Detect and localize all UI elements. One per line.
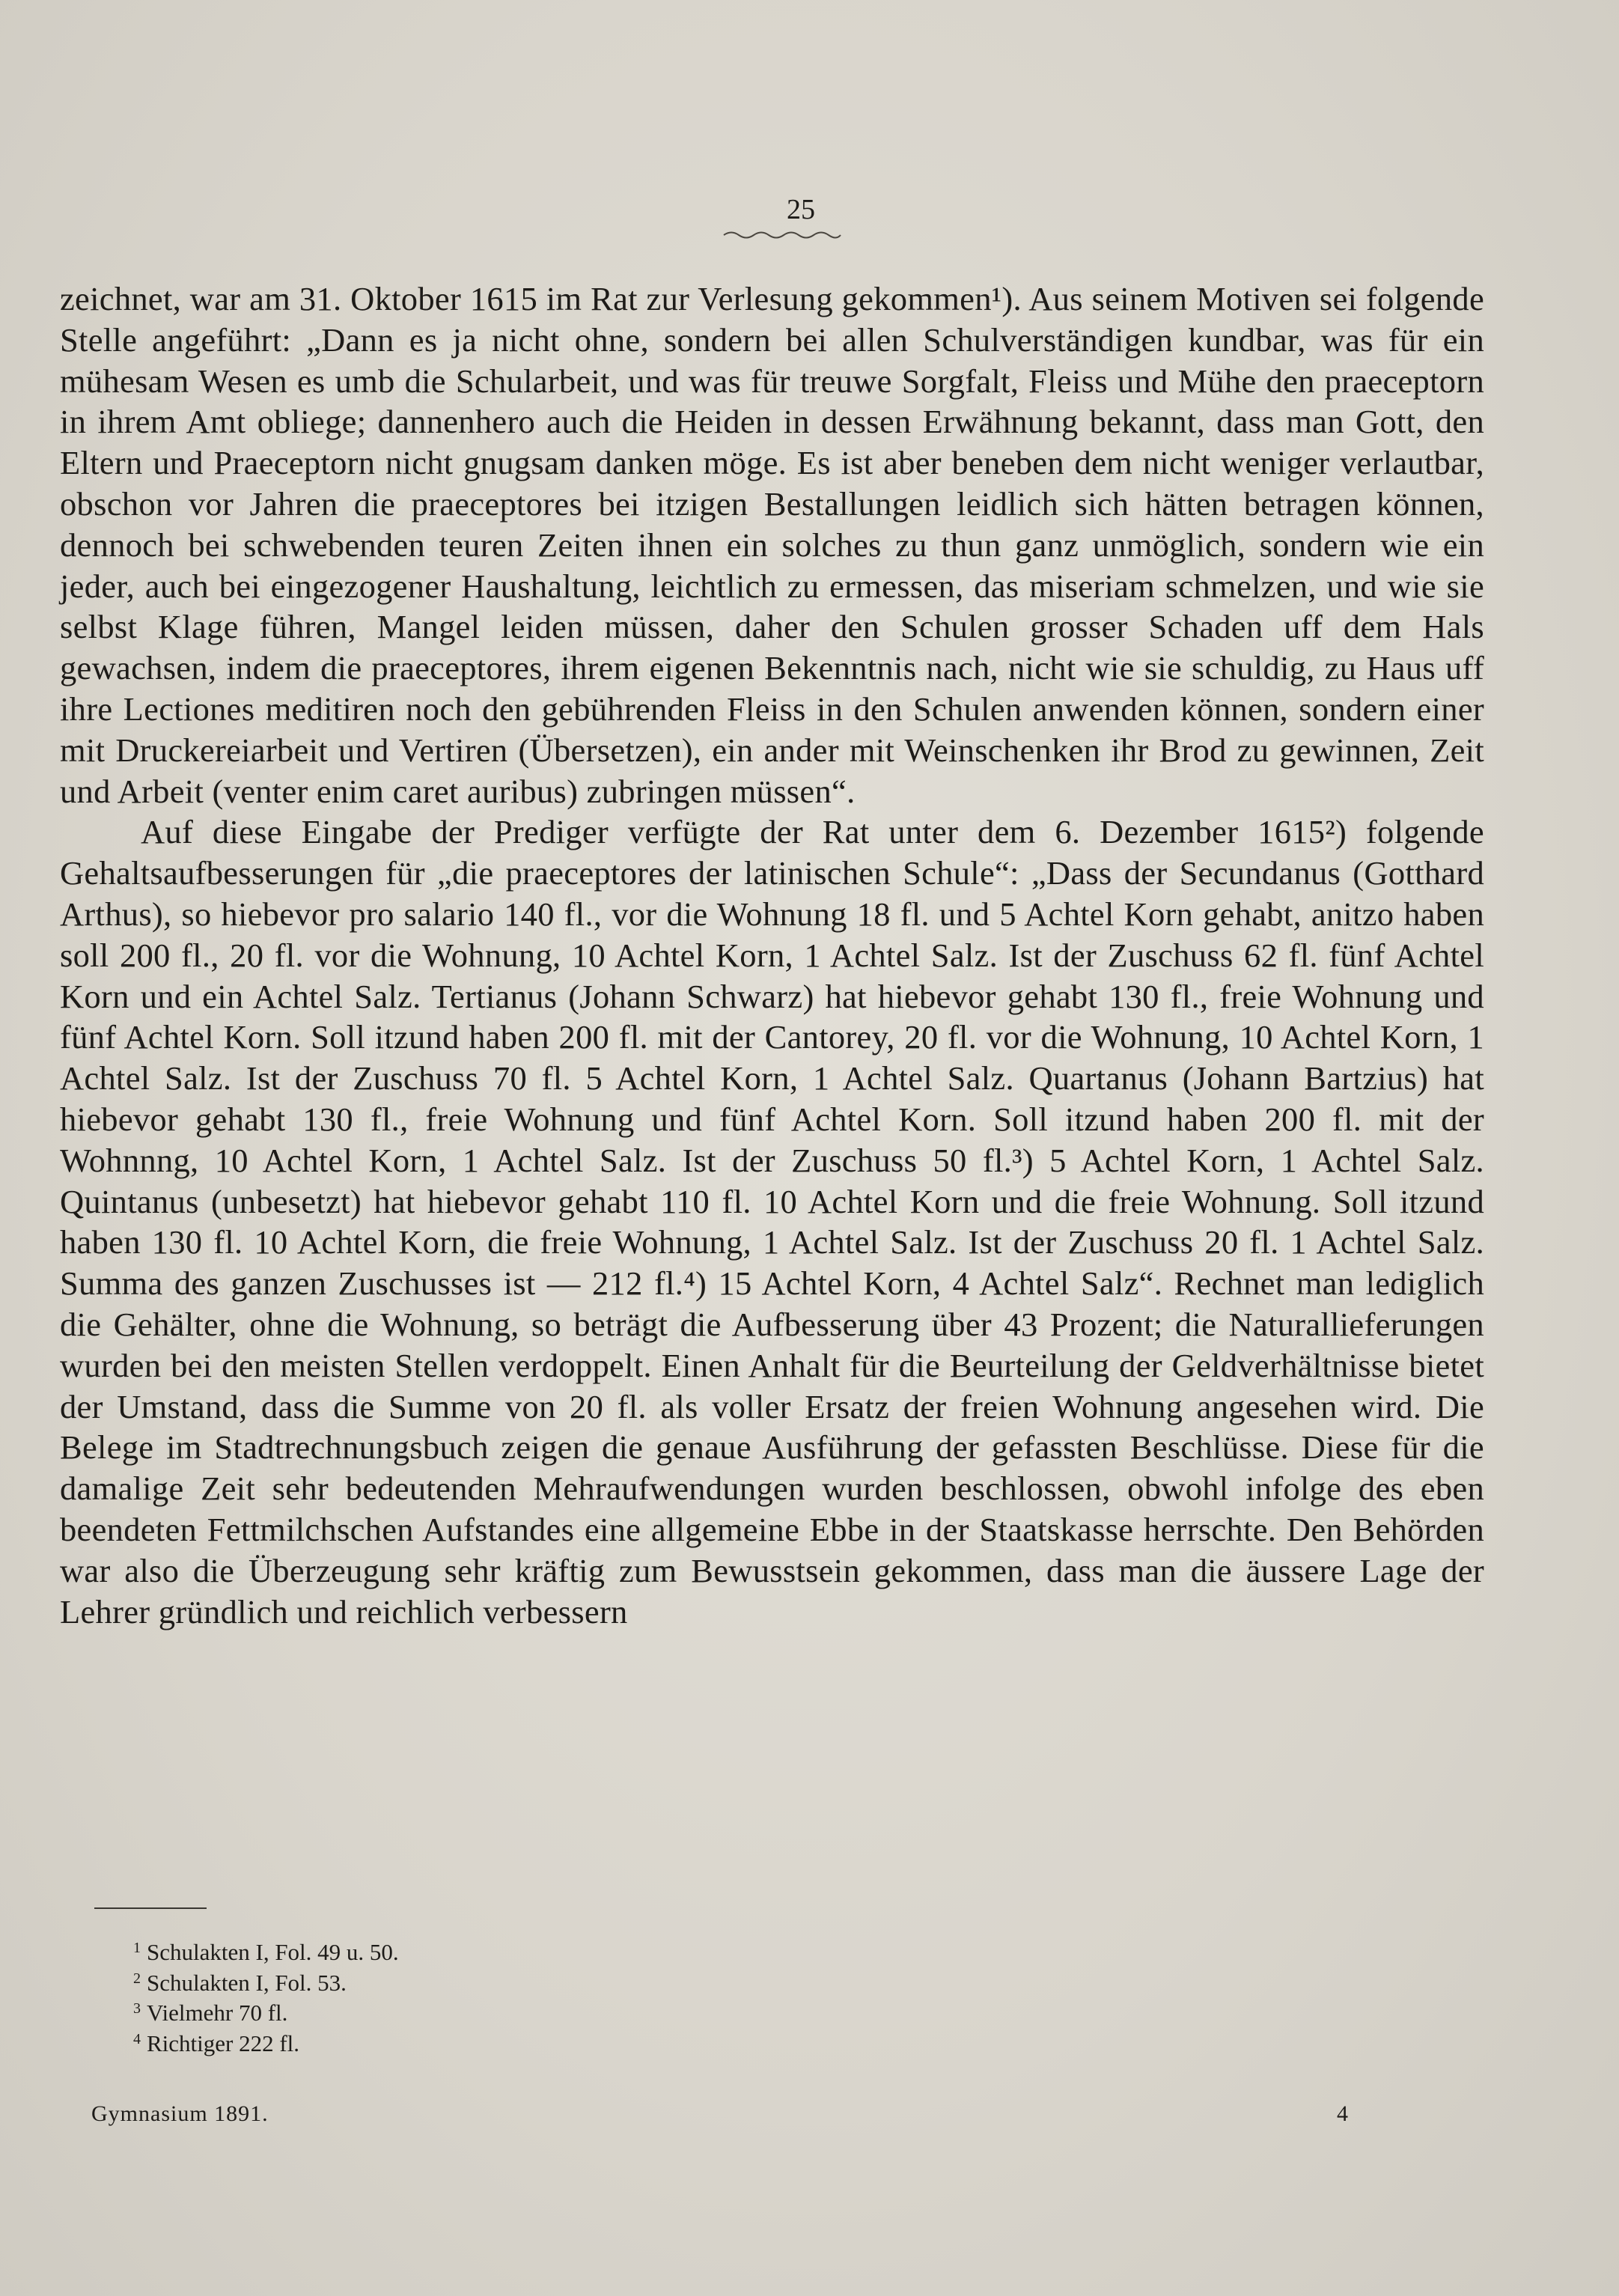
footnote-text: Schulakten I, Fol. 53. [147, 1969, 347, 1996]
paragraph: Auf diese Eingabe der Prediger verfügte der Rat unter dem 6. Dezember 1615²) folgende Gehaltsaufbesserungen für „die praeceptores der latinischen Schule“: „Dass der Secundanus (Gotthard Arthus), so hiebevor pro salario 140 fl., vor die Wohnung 18 fl. und 5 Achtel Korn gehabt, anitzo haben soll 200 fl., 20 fl. vor die Wohnung, 10 Achtel Korn, 1 Achtel Salz. Ist der Zuschuss 62 fl. fünf Achtel Korn und ein Achtel Salz. Tertianus (Johann Schwarz) hat hiebevor gehabt 130 fl., freie Wohnung und fünf Achtel Korn. Soll itzund haben 200 fl. mit der Cantorey, 20 fl. vor die Wohnung, 10 Achtel Korn, 1 Achtel Salz. Ist der Zuschuss 70 fl. 5 Achtel Korn, 1 Achtel Salz. Quartanus (Johann Bartzius) hat hiebevor gehabt 130 fl., freie Wohnung und fünf Achtel Korn. Soll itzund haben 200 fl. mit der Wohnnng, 10 Achtel Korn, 1 Achtel Salz. Ist der Zuschuss 50 fl.³) 5 Achtel Korn, 1 Achtel Salz. Quintanus (unbesetzt) hat hiebevor gehabt 110 fl. 10 Achtel Korn und die freie Wohnung. Soll itzund haben 130 fl. 10 Achtel Korn, die freie Wohnung, 1 Achtel Salz. Ist der Zuschuss 20 fl. 1 Achtel Salz. Summa des ganzen Zuschusses ist — 212 fl.⁴) 15 Achtel Korn, 4 Achtel Salz“. Rechnet man lediglich die Gehälter, ohne die Wohnung, so beträgt die Aufbesserung über 43 Prozent; die Naturallieferungen wurden bei den meisten Stellen verdoppelt. Einen Anhalt für die Beurteilung der Geldverhältnisse bietet der Umstand, dass die Summe von 20 fl. als voller Ersatz der freien Wohnung angesehen wird. Die Belege im Stadtrechnungsbuch zeigen die genaue Ausführung der gefassten Beschlüsse. Diese für die damalige Zeit sehr bedeutenden Mehraufwendungen wurden beschlossen, obwohl infolge des eben beendeten Fettmilchschen Aufstandes eine allgemeine Ebbe in der Staatskasse herrschte. Den Behörden war also die Überzeugung sehr kräftig zum Bewusstsein gekommen, dass man die äussere Lage der Lehrer gründlich und reichlich verbessern [60, 813, 1484, 1630]
footnote-text: Vielmehr 70 fl. [147, 2000, 288, 2026]
footnote [133, 1935, 399, 1966]
footnote-mark: 1 [133, 1940, 141, 1956]
body-text [60, 278, 1484, 1632]
footnotes [133, 1935, 399, 2056]
footnote [133, 1966, 399, 1997]
footnote-divider [94, 1907, 207, 1909]
signature-number: 4 [1337, 2101, 1349, 2126]
footnote-text: Schulakten I, Fol. 49 u. 50. [147, 1939, 399, 1965]
footnote-mark: 4 [133, 2030, 141, 2047]
footnote [133, 2026, 399, 2057]
footnote-mark: 2 [133, 1970, 141, 1987]
footnote [133, 1996, 399, 2026]
footnote-mark: 3 [133, 2000, 141, 2017]
page-number-ornament [722, 228, 842, 242]
signature-title: Gymnasium 1891. [91, 2101, 269, 2126]
page-number: 25 [787, 194, 815, 225]
paragraph: zeichnet, war am 31. Oktober 1615 im Rat zur Verlesung gekommen¹). Aus seinem Motiven sei folgende Stelle angeführt: „Dann es ja nicht ohne, sondern bei allen Schulverständigen kundbar, was für ein mühesam Wesen es umb die Schularbeit, und was für treuwe Sorgfalt, Fleiss und Mühe den praeceptorn in ihrem Amt obliege; dannenhero auch die Heiden in dessen Erwähnung bekannt, dass man Gott, den Eltern und Praeceptorn nicht gnugsam danken möge. Es ist aber beneben dem nicht weniger verlautbar, obschon vor Jahren die praeceptores bei itzigen Bestallungen leidlich sich hätten betragen können, dennoch bei schwebenden teuren Zeiten ihnen ein solches zu thun ganz unmöglich, sondern wie ein jeder, auch bei eingezogener Haushaltung, leichtlich zu ermessen, das miseriam schmelzen, und wie sie selbst Klage führen, Mangel leiden müssen, daher den Schulen grosser Schaden uff dem Hals gewachsen, indem die praeceptores, ihrem eigenen Bekenntnis nach, nicht wie sie schuldig, zu Haus uff ihre Lectiones meditiren noch den gebührenden Fleiss in den Schulen anwenden können, sondern einer mit Druckereiarbeit und Vertiren (Übersetzen), ein ander mit Weinschenken ihr Brod zu gewinnen, Zeit und Arbeit (venter enim caret auribus) zubringen müssen“. [60, 280, 1484, 810]
footnote-text: Richtiger 222 fl. [147, 2029, 300, 2056]
signature-line [91, 2101, 1349, 2127]
